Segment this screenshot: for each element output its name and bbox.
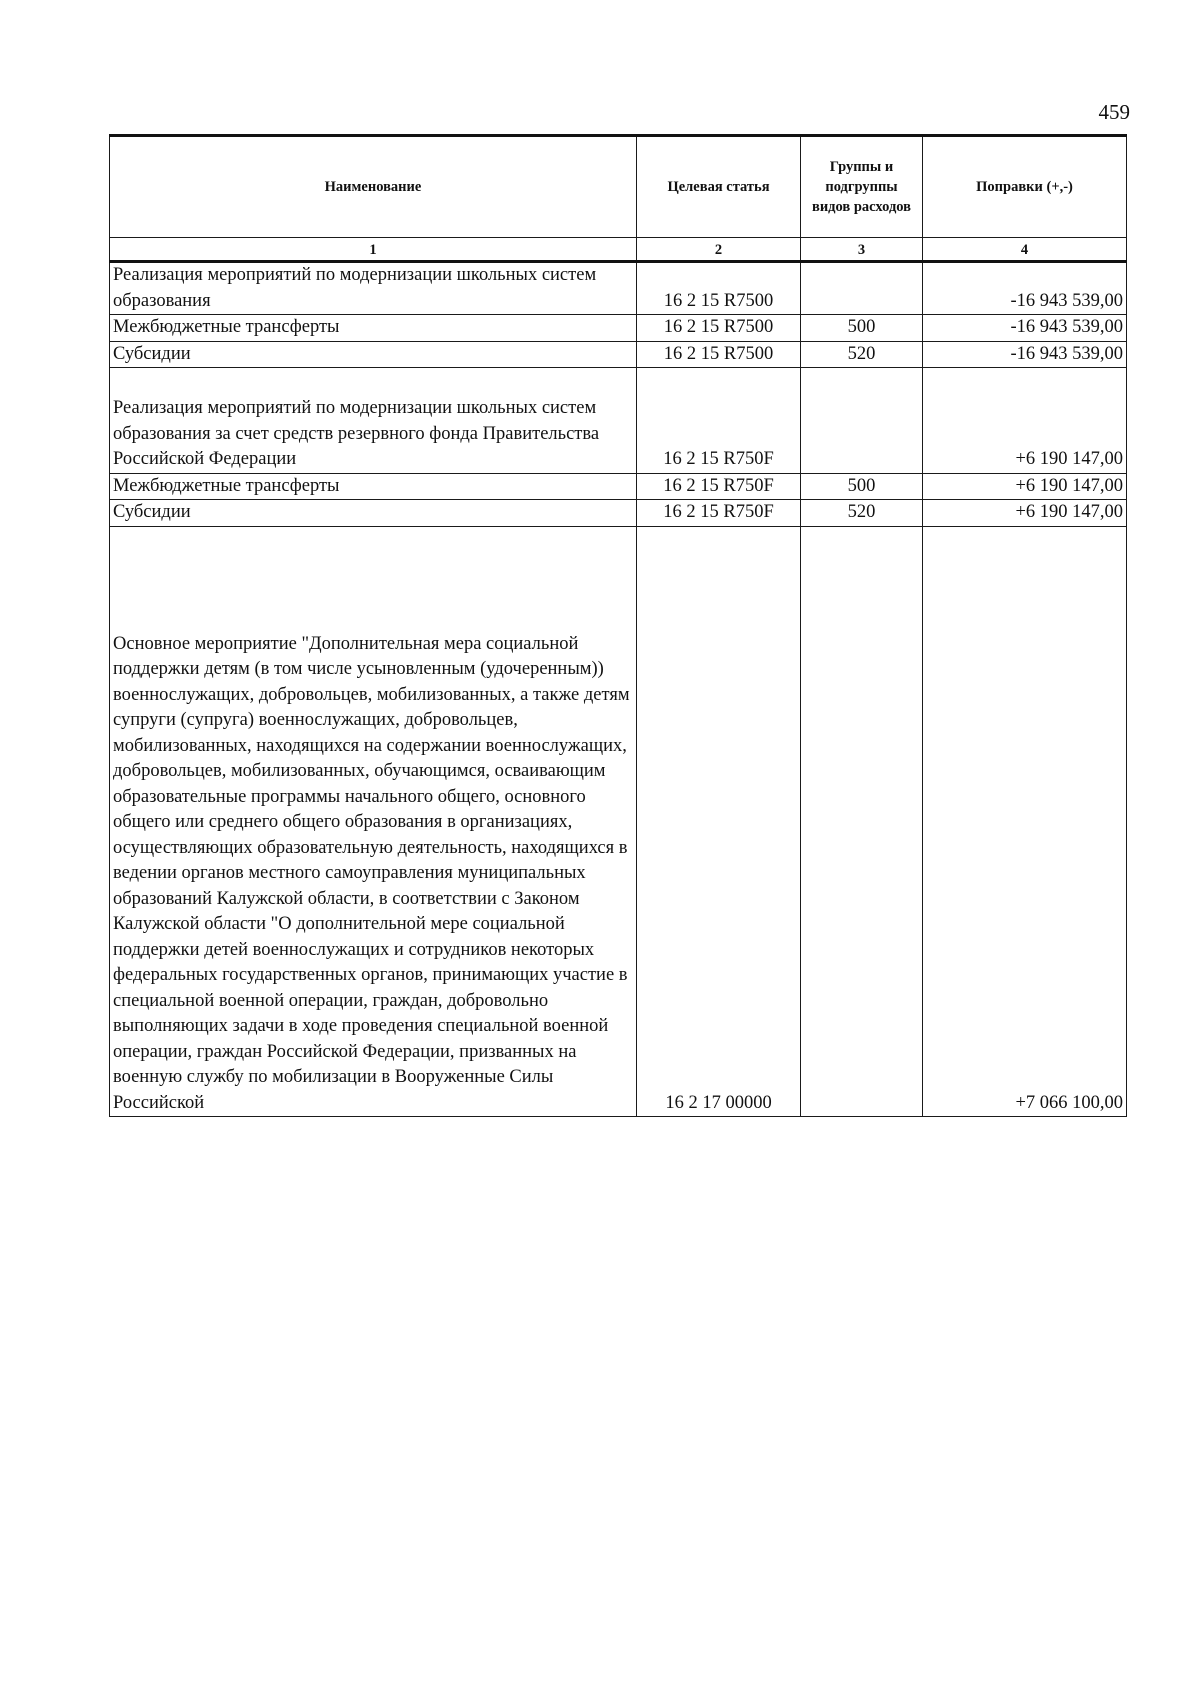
row-amount: -16 943 539,00 [923, 315, 1127, 342]
row-code: 16 2 15 R7500 [637, 315, 801, 342]
row-group: 520 [801, 341, 923, 368]
row-name: Реализация мероприятий по модернизации школьных систем образования [110, 262, 637, 315]
table-row [110, 526, 1127, 1117]
column-number-3: 3 [801, 238, 923, 262]
row-amount: -16 943 539,00 [923, 262, 1127, 315]
row-group [801, 368, 923, 474]
row-code: 16 2 15 R7500 [637, 262, 801, 315]
row-code: 16 2 15 R750F [637, 368, 801, 474]
row-name: Субсидии [110, 341, 637, 368]
header-group: Группы и подгруппы видов расходов [801, 136, 923, 238]
row-code: 16 2 15 R7500 [637, 341, 801, 368]
table-row [110, 473, 1127, 500]
row-amount: -16 943 539,00 [923, 341, 1127, 368]
row-group: 500 [801, 473, 923, 500]
row-group [801, 526, 923, 1117]
header-amount: Поправки (+,-) [923, 136, 1127, 238]
row-code: 16 2 15 R750F [637, 473, 801, 500]
header-name: Наименование [110, 136, 637, 238]
row-group [801, 262, 923, 315]
table-row [110, 262, 1127, 315]
row-code: 16 2 17 00000 [637, 526, 801, 1117]
row-name: Субсидии [110, 500, 637, 527]
column-number-1: 1 [110, 238, 637, 262]
row-group: 500 [801, 315, 923, 342]
column-number-4: 4 [923, 238, 1127, 262]
column-number-row [110, 238, 1127, 262]
row-name: Реализация мероприятий по модернизации школьных систем образования за счет средств резервного фонда Правительства Российской Федерации [110, 368, 637, 474]
row-group: 520 [801, 500, 923, 527]
table-row [110, 500, 1127, 527]
table-row [110, 315, 1127, 342]
row-amount: +6 190 147,00 [923, 473, 1127, 500]
row-name: Основное мероприятие "Дополнительная мера социальной поддержки детям (в том числе усыновленным (удочеренным)) военнослужащих, добровольцев, мобилизованных, а также детям супруги (супруга) военнослужащих, добровольцев, мобилизованных, находящихся на содержании военнослужащих, добровольцев, мобилизованных, обучающимся, осваивающим образовательные программы начального общего, основного общего или среднего общего образования в организациях, осуществляющих образовательную деятельность, находящихся в ведении органов местного самоуправления муниципальных образований Калужской области, в соответствии с Законом Калужской области "О дополнительной мере социальной поддержки детей военнослужащих и сотрудников некоторых федеральных государственных органов, принимающих участие в специальной военной операции, граждан, добровольно выполняющих задачи в ходе проведения специальной военной операции, граждан Российской Федерации, призванных на военную службу по мобилизации в Вооруженные Силы Российской [110, 526, 637, 1117]
table-row [110, 368, 1127, 474]
row-name: Межбюджетные трансферты [110, 315, 637, 342]
row-amount: +6 190 147,00 [923, 368, 1127, 474]
header-code: Целевая статья [637, 136, 801, 238]
budget-amendments-table [109, 134, 1127, 1117]
column-number-2: 2 [637, 238, 801, 262]
page-number: 459 [1098, 100, 1130, 124]
table-header-row [110, 136, 1127, 238]
table-row [110, 341, 1127, 368]
row-amount: +7 066 100,00 [923, 526, 1127, 1117]
row-code: 16 2 15 R750F [637, 500, 801, 527]
row-name: Межбюджетные трансферты [110, 473, 637, 500]
row-amount: +6 190 147,00 [923, 500, 1127, 527]
